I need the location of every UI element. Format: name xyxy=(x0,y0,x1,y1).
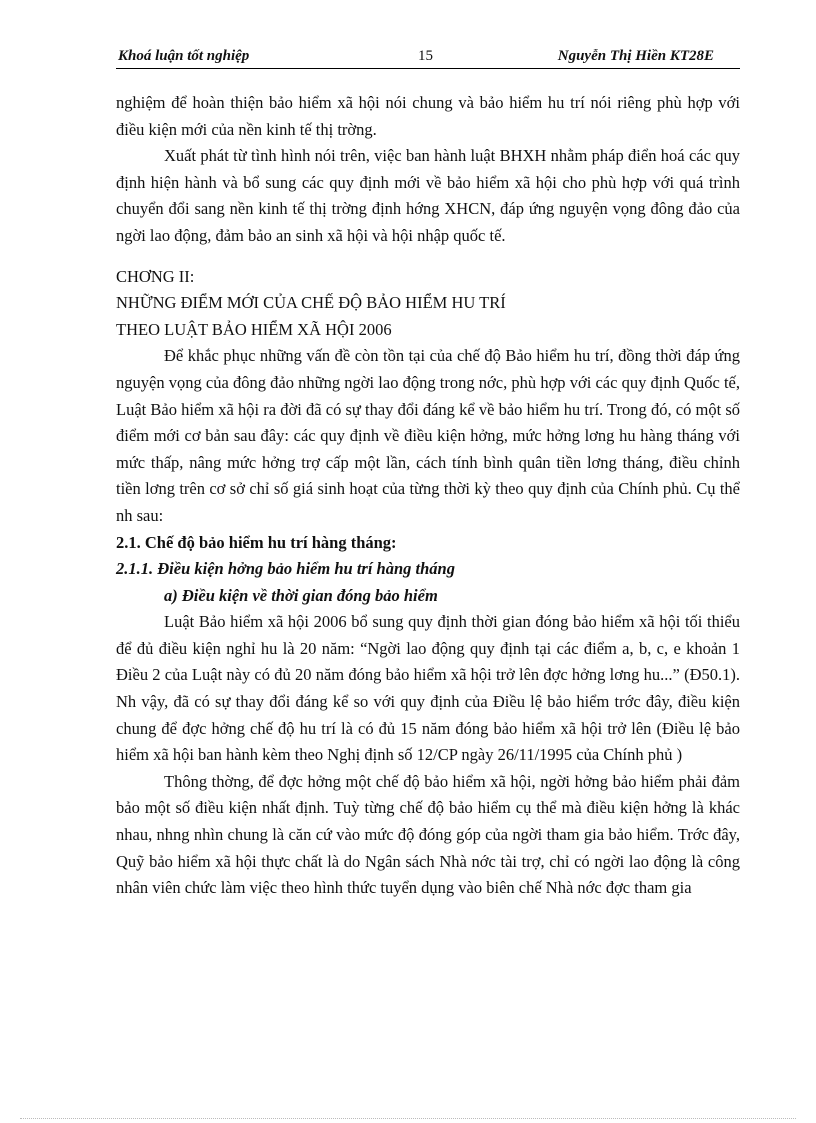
document-body xyxy=(116,90,740,902)
subsection-heading-a: a) Điều kiện về thời gian đóng bảo hiểm xyxy=(164,585,438,605)
paragraph-1: nghiệm để hoàn thiện bảo hiểm xã hội nói chung và bảo hiểm hu trí nói riêng phù hợp với điều kiện mới của nền kinh tế thị trờng. xyxy=(116,93,740,139)
paragraph-3: Để khắc phục những vấn đề còn tồn tại của chế độ Bảo hiểm hu trí, đồng thời đáp ứng nguyện vọng của đông đảo những ngời lao động trong nớc, phù hợp với các quy định Quốc tế, Luật Bảo hiểm xã hội ra đời đã có sự thay đổi đáng kể về bảo hiểm hu trí. Trong đó, có một số điểm mới cơ bản sau đây: các quy định về điều kiện hởng, mức hởng lơng hu hàng tháng với mức thấp, nâng mức hởng trợ cấp một lần, cách tính bình quân tiền lơng tháng, điều chỉnh tiền lơng trên cơ sở chỉ số giá sinh hoạt của từng thời kỳ theo quy định của Chính phủ. Cụ thể nh sau: xyxy=(116,346,740,525)
page-header xyxy=(116,46,740,69)
chapter-number: CHƠNG II: xyxy=(116,266,195,286)
section-heading-2-1-1: 2.1.1. Điều kiện hởng bảo hiểm hu trí hàng tháng xyxy=(116,559,455,579)
chapter-title-line-1: NHỮNG ĐIỂM MỚI CỦA CHẾ ĐỘ BẢO HIỂM HU TRÍ xyxy=(116,293,506,313)
page-number: 15 xyxy=(418,48,433,64)
paragraph-2: Xuất phát từ tình hình nói trên, việc ban hành luật BHXH nhằm pháp điển hoá các quy định hiện hành và bổ sung các quy định mới về bảo hiểm xã hội cho phù hợp với quá trình chuyển đổi sang nền kinh tế thị trờng định hớng XHCN, đáp ứng nguyện vọng đông đảo của ngời lao động, đảm bảo an sinh xã hội và hội nhập quốc tế. xyxy=(116,146,740,245)
paragraph-4: Luật Bảo hiểm xã hội 2006 bổ sung quy định thời gian đóng bảo hiểm xã hội tối thiểu để đủ điều kiện nghỉ hu là 20 năm: “Ngời lao động quy định tại các điểm a, b, c, e khoản 1 Điều 2 của Luật này có đủ 20 năm đóng bảo hiểm xã hội trở lên đợc hởng lơng hu...” (Đ50.1). Nh vậy, đã có sự thay đổi đáng kể so với quy định của Điều lệ bảo hiểm trớc đây, điều kiện chung để đợc hởng chế độ hu trí là có đủ 15 năm đóng bảo hiểm xã hội trở lên (Điều lệ bảo hiểm xã hội ban hành kèm theo Nghị định số 12/CP ngày 26/11/1995 của Chính phủ ) xyxy=(116,612,740,765)
header-author: Nguyễn Thị Hiền KT28E xyxy=(557,48,714,64)
section-heading-2-1: 2.1. Chế độ bảo hiểm hu trí hàng tháng: xyxy=(116,532,397,552)
header-thesis-label: Khoá luận tốt nghiệp xyxy=(118,48,250,64)
page-bottom-border xyxy=(20,1118,796,1119)
paragraph-5: Thông thờng, để đợc hởng một chế độ bảo hiểm xã hội, ngời hởng bảo hiểm phải đảm bảo một số điều kiện nhất định. Tuỳ từng chế độ bảo hiểm cụ thể mà điều kiện hởng là khác nhau, nhng nhìn chung là căn cứ vào mức độ đóng góp của ngời tham gia bảo hiểm. Trớc đây, Quỹ bảo hiểm xã hội thực chất là do Ngân sách Nhà nớc tài trợ, chỉ có ngời lao động là công nhân viên chức làm việc theo hình thức tuyển dụng vào biên chế Nhà nớc đợc tham gia xyxy=(116,771,740,898)
chapter-title-line-2: THEO LUẬT BẢO HIỂM XÃ HỘI 2006 xyxy=(116,319,392,339)
